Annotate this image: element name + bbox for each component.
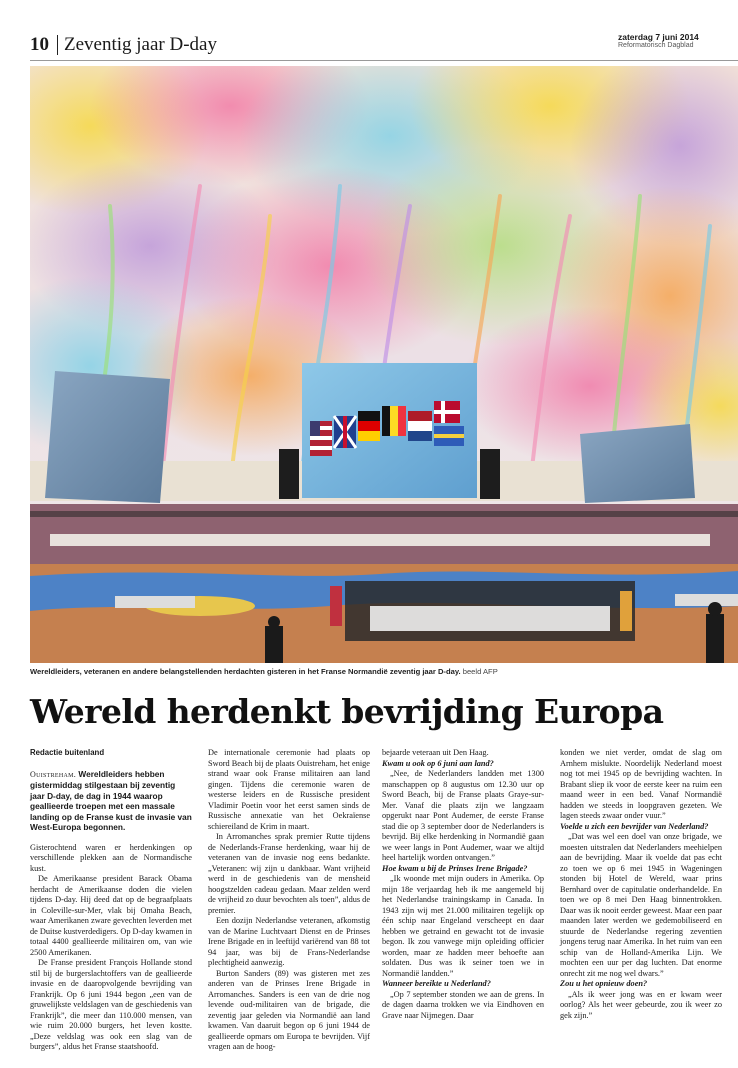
article-body [30,748,738,1058]
paragraph: konden we niet verder, omdat de slag om Arnhem mislukte. Noordelijk Nederland moest nog tot mei 1945 op de bevrijding wachten. In Brabant sliep ik voor de eerste keer na ruim een maand weer in een bed. Vanaf Normandië hadden we steeds in loopgraven gezeten. We lagen steeds zwaar onder vuur.” [560,748,722,820]
section-title: Zeventig jaar D-day [64,34,217,55]
interview-question: Wanneer bereikte u Nederland? [382,979,491,988]
article-lead [30,769,192,833]
lead-place: Ouistreham. [30,769,77,779]
paragraph: bejaarde veteraan uit Den Haag. [382,748,489,757]
column-1 [30,748,192,1053]
paragraph: „Op 7 september stonden we aan de grens. In de dagen daarna trokken we via Eindhoven en Grave naar Nijmegen. Daar [382,989,544,1020]
column-3 [382,748,544,1021]
paragraph: In Arromanches sprak premier Rutte tijdens de Nederlands-Franse herdenking, waar hij de veteranen van de invasie nog eens bedankte. „Veteranen: wij zijn u dankbaar. Want vrijheid werd in de geschiedenis van de mensheid hoogstzelden cadeau gedaan. Maar zelden werd de vrijheid zo duur bevochten als toen”, aldus de premier. [208,832,370,915]
lead-text: Wereldleiders hebben gistermiddag stilgestaan bij zeventig jaar D-day, de dag in 1944 waarop geallieerde troepen met een massale landing op de Franse kust de invasie van West-Europa begonnen. [30,768,192,832]
issue-date: zaterdag 7 juni 2014 [618,32,699,42]
caption-text: Wereldleiders, veteranen en andere belangstellenden herdachten gisteren in het Franse Normandië zeventig jaar D-day. [30,667,461,676]
interview-question: Zou u het opnieuw doen? [560,979,648,988]
column-1-text [30,843,192,1053]
paragraph: De Franse president François Hollande stond stil bij de burgerslachtoffers van de geallieerde invasie en de daaropvolgende bevrijding van Frankrijk. Op 6 juni 1944 begon „een van de gruwelijkste veldslagen van de geschiedenis van Frankrijk”, die meer dan 110.000 mensen, van wie ruim 20.000 burgers, het leven kostte. „Deze veldslag was ook een slag van de burgers”, aldus het Franse staatshoofd. [30,958,192,1051]
paragraph: „Ik woonde met mijn ouders in Amerika. Op mijn 18e verjaardag heb ik me aangemeld bij het Nederlandse trainingskamp in Canada. In 1943 zijn wij met 21.000 militairen tegelijk op één schip naar Engeland verscheept en daar hebben we getraind en gewacht tot de invasie begon. Ik zou vanwege mijn opleiding officier worden, maar ze hadden meer behoefte aan soldaten. Dus was ik seiner toen we in Normandië landden.” [382,874,544,978]
paragraph: De internationale ceremonie had plaats op Sword Beach bij de plaats Ouistreham, het enige strand waar ook Franse militairen aan land gingen. Tijdens die ceremonie waren de westerse leiders en de Russische president Vladimir Poetin voor het eerst samen sinds de Russische annexatie van het Oekraïense schiereiland de Krim in maart. [208,748,370,831]
column-3-text [382,748,544,1021]
byline: Redactie buitenland [30,748,105,757]
article-headline: Wereld herdenkt bevrijding Europa [30,692,664,731]
right-display-panel [580,424,695,503]
interview-question: Voelde u zich een bevrijder van Nederland? [560,821,709,831]
interview-question: Hoe kwam u bij de Prinses Irene Brigade? [382,863,528,873]
left-display-panel [45,371,170,503]
header-divider [57,35,58,55]
page-header [30,30,738,62]
interview-question: Kwam u ook op 6 juni aan land? [382,758,494,768]
ceremony-illustration [30,66,738,663]
paragraph: „Dat was wel een doel van onze brigade, we moesten uitstralen dat Nederlanders meehielpen aan de bevrijding. Maar ik voelde dat pas echt zo toen we op 6 mei 1945 in Wageningen stonden bij Hotel de Wereld, waar prins Bernhard over de capitulatie onderhandelde. En toen we op 8 mei Den Haag binnentrokken. Daar was ik nooit eerder geweest. Maar een paar maanden later werden we gedemobiliseerd en stuurde de Nederlandse regering zeventien jongens terug naar Amerika. In het ruim van een schip van de Holland-Amerika Lijn. We mochten een uur per dag luchten. Dat enorme onrecht zit me nog wel dwars.” [560,832,722,978]
newspaper-name: Reformatorisch Dagblad [618,42,694,49]
column-4-text [560,748,722,1021]
header-rule [30,60,738,61]
photo-caption [30,667,738,676]
dateline [618,32,738,49]
paragraph: „Als ik weer jong was en er kwam weer oorlog? Als het weer gebeurde, zou ik weer zo gek zijn.” [560,989,722,1020]
column-4 [560,748,722,1021]
page-number: 10 [30,34,49,55]
paragraph: Burton Sanders (89) was gisteren met zes anderen van de Prinses Irene Brigade in Arromanches. Sanders is een van de drie nog levende oud-militairen van de brigade, die zeventig jaar geleden via Normandië aan land kwamen. Van daaruit begon op 6 juni 1944 de geallieerde opmars om Europa te bevrijden. Vijf vragen aan de hoog- [208,968,370,1051]
column-2-text [208,748,370,1053]
paragraph: Gisterochtend waren er herdenkingen op verschillende plekken aan de Normandische kust. [30,842,192,873]
paragraph: De Amerikaanse president Barack Obama herdacht de Amerikaanse doden die vielen tijdens D-day. Hij deed dat op de begraafplaats in Coleville-sur-Mer, vlak bij Omaha Beach, waar Amerikanen zware gevechten leverden met de Duitse kustverdedigers. Op D-day kwamen in totaal 4400 geallieerde militairen om, van wie 2500 Amerikanen. [30,874,192,957]
dignitaries-row [330,581,635,641]
paragraph: Een dozijn Nederlandse veteranen, afkomstig van de Marine Luchtvaart Dienst en de Prinses Irene Brigade en in leeftijd variërend van 88 tot 94 jaar, was bij de Frans-Nederlandse plechtigheid aanwezig. [208,916,370,967]
column-2 [208,748,370,1053]
photo-credit: beeld AFP [462,667,498,676]
main-photo [30,66,738,663]
paragraph: „Nee, de Nederlanders landden met 1300 manschappen op 8 augustus om 12.30 uur op Sword Beach, bij de Franse plaats Graye-sur-Mer. Vanaf die plaats zijn we langzaam opgerukt naar Pont Audemer, de eerste Franse stad die op 3 september door de Nederlanders is bevrijd. Bij elke herdenking in Normandië gaan we weer langs in Pont Audemer, waar we altijd heel hartelijk worden ontvangen.” [382,769,544,862]
